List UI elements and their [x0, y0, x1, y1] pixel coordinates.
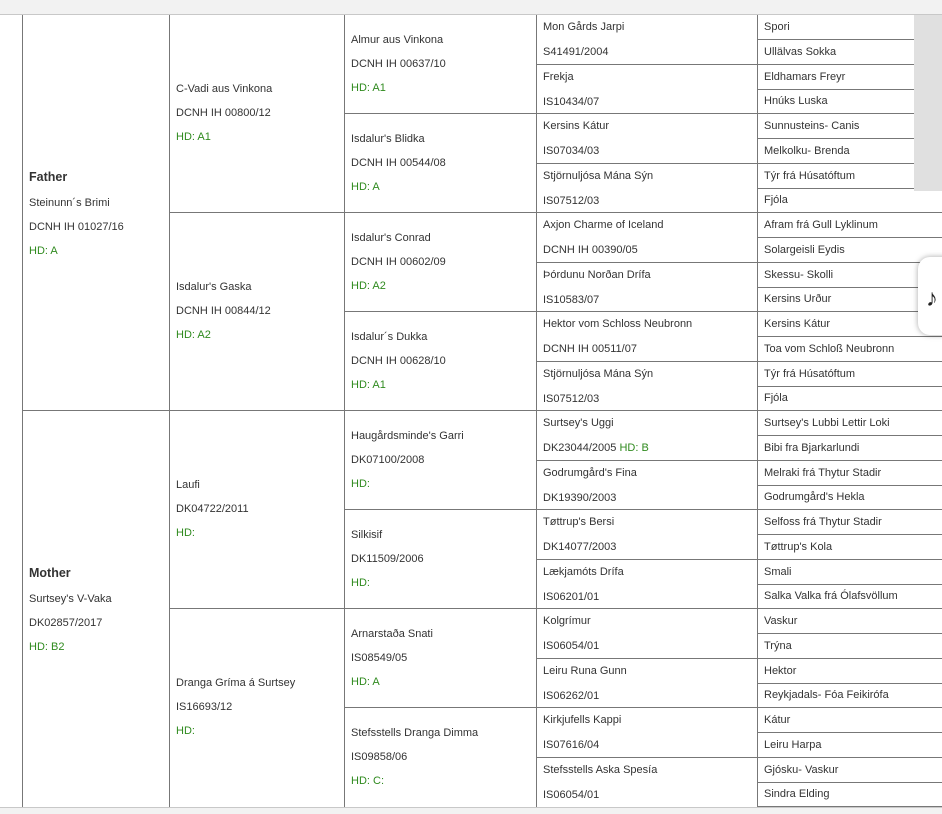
horse-cell[interactable]	[170, 609, 344, 807]
horse-cell[interactable]	[170, 213, 344, 411]
hd-grade: HD: A2	[176, 329, 211, 341]
horse-cell[interactable]	[537, 263, 757, 313]
horse-name[interactable]: Ullälvas Sokka	[764, 45, 837, 58]
horse-name[interactable]: Sunnusteins- Canis	[764, 120, 860, 132]
horse-name[interactable]: Surtsey's V-Vaka	[29, 593, 112, 605]
horse-name[interactable]: Kersins Kátur	[764, 318, 831, 330]
hd-grade: HD: B2	[29, 641, 65, 653]
horse-name[interactable]: Stjörnuljósa Mána Sýn	[543, 367, 654, 380]
horse-cell[interactable]	[345, 15, 536, 114]
horse-cell[interactable]	[170, 411, 344, 609]
horse-cell[interactable]	[170, 15, 344, 213]
horse-name[interactable]: Laufi	[176, 479, 200, 491]
horse-name[interactable]: Fjóla	[764, 392, 788, 405]
horse-name[interactable]: Kátur	[764, 714, 791, 726]
horse-info	[351, 127, 446, 199]
pedigree-table	[0, 14, 942, 808]
horse-name[interactable]: Isdalur's Conrad	[351, 232, 431, 244]
horse-name[interactable]: Surtsey's Uggi	[543, 417, 614, 429]
horse-name[interactable]: Axjon Charme of Iceland	[543, 219, 664, 231]
horse-reg: DCNH IH 00544/08	[351, 157, 446, 169]
horse-info	[351, 226, 446, 298]
horse-cell[interactable]	[345, 114, 536, 213]
horse-cell[interactable]	[537, 659, 757, 709]
mother-cell[interactable]	[23, 411, 169, 807]
horse-name[interactable]: Melkolku- Brenda	[764, 144, 850, 157]
horse-name[interactable]: Kersins Kátur	[543, 120, 610, 132]
horse-info	[351, 622, 433, 694]
horse-reg: IS08549/05	[351, 652, 408, 664]
horse-name[interactable]: Vaskur	[764, 615, 798, 627]
horse-cell[interactable]	[537, 15, 757, 65]
horse-name[interactable]: Toa vom Schloß Neubronn	[764, 342, 895, 355]
music-note-icon: ♪	[926, 285, 938, 312]
horse-cell[interactable]	[537, 461, 757, 511]
horse-name[interactable]: Dranga Gríma á Surtsey	[176, 677, 296, 689]
horse-reg: DCNH IH 00602/09	[351, 256, 446, 268]
horse-info	[351, 721, 478, 793]
hd-grade: HD:	[351, 577, 370, 589]
horse-reg: IS06262/01	[543, 689, 600, 702]
row-divider	[758, 806, 942, 807]
horse-reg: DK23044/2005 HD: B	[543, 442, 649, 454]
horse-cell[interactable]	[345, 708, 536, 807]
horse-name[interactable]: Fjóla	[764, 194, 788, 207]
horse-reg: DK04722/2011	[176, 503, 249, 515]
horse-name[interactable]: Þórdunu Norðan Drífa	[543, 268, 651, 281]
scrollbar-thumb[interactable]	[914, 15, 942, 191]
horse-cell[interactable]	[537, 758, 757, 808]
horse-name[interactable]: Leiru Harpa	[764, 738, 822, 751]
horse-name[interactable]: Týr frá Húsatóftum	[764, 169, 856, 182]
horse-name[interactable]: Isdalur´s Dukka	[351, 331, 428, 343]
horse-name[interactable]: Mon Gårds Jarpi	[543, 21, 625, 33]
horse-name[interactable]: Leiru Runa Gunn	[543, 664, 627, 677]
horse-cell[interactable]	[537, 560, 757, 610]
hd-grade: HD: A1	[351, 379, 386, 391]
horse-name[interactable]: Gjósku- Vaskur	[764, 763, 839, 776]
horse-reg: IS07616/04	[543, 739, 600, 751]
horse-info	[176, 77, 272, 149]
horse-reg: DCNH IH 00800/12	[176, 107, 271, 119]
horse-reg: DCNH IH 00844/12	[176, 305, 271, 317]
horse-reg: DK07100/2008	[351, 454, 425, 466]
music-button[interactable]	[918, 257, 942, 335]
horse-info	[176, 473, 249, 545]
horse-reg: S41491/2004	[543, 46, 609, 58]
horse-name[interactable]: Bibi fra Bjarkarlundi	[764, 441, 860, 454]
horse-name[interactable]: Stjörnuljósa Mána Sýn	[543, 169, 654, 182]
horse-reg: IS06054/01	[543, 788, 600, 801]
horse-reg: IS07512/03	[543, 392, 600, 405]
horse-name[interactable]: Surtsey's Lubbi Lettir Loki	[764, 417, 890, 429]
hd-grade: HD: A1	[351, 82, 386, 94]
horse-name[interactable]: Kolgrímur	[543, 615, 591, 627]
horse-reg: IS07034/03	[543, 145, 600, 157]
horse-cell[interactable]	[345, 213, 536, 312]
horse-name[interactable]: Tøttrup's Kola	[764, 540, 833, 553]
horse-name[interactable]: Silkisif	[351, 529, 383, 541]
horse-name[interactable]: Salka Valka frá Ólafsvöllum	[764, 590, 898, 603]
horse-reg: IS10434/07	[543, 95, 600, 108]
horse-cell[interactable]	[537, 609, 757, 659]
horse-name[interactable]: Steinunn´s Brimi	[29, 197, 110, 209]
hd-grade: HD: B	[619, 442, 649, 454]
horse-name[interactable]: Hektor	[764, 664, 797, 677]
horse-info	[351, 28, 446, 100]
horse-cell[interactable]	[537, 164, 757, 214]
horse-name[interactable]: Smali	[764, 565, 792, 578]
horse-cell[interactable]	[537, 65, 757, 115]
horse-name[interactable]: Tøttrup's Bersi	[543, 516, 615, 528]
horse-cell[interactable]	[345, 312, 536, 411]
horse-name[interactable]: Godrumgård's Fina	[543, 466, 637, 479]
horse-name[interactable]: Melraki frá Thytur Stadir	[764, 466, 882, 479]
horse-cell[interactable]	[537, 708, 757, 758]
hd-grade: HD: A	[351, 676, 380, 688]
horse-name[interactable]: Solargeisli Eydis	[764, 243, 845, 256]
hd-grade: HD:	[176, 527, 195, 539]
hd-grade: HD: C:	[351, 775, 384, 787]
horse-name[interactable]: Reykjadals- Fóa Feikirófa	[764, 689, 889, 702]
horse-name[interactable]: Afram frá Gull Lyklinum	[764, 219, 878, 231]
horse-cell[interactable]	[537, 362, 757, 412]
horse-reg: DK02857/2017	[29, 617, 103, 629]
horse-cell[interactable]	[345, 609, 536, 708]
horse-reg: DK14077/2003	[543, 541, 617, 553]
horse-name[interactable]: Stefsstells Dranga Dimma	[351, 727, 479, 739]
horse-reg: DCNH IH 01027/16	[29, 221, 124, 233]
horse-name[interactable]: Isdalur's Blidka	[351, 133, 425, 145]
horse-name[interactable]: Frekja	[543, 70, 574, 83]
horse-cell[interactable]	[537, 114, 757, 164]
horse-name[interactable]: Spori	[764, 21, 790, 33]
horse-info	[351, 523, 424, 595]
horse-cell[interactable]	[345, 411, 536, 510]
horse-name[interactable]: Godrumgård's Hekla	[764, 491, 865, 504]
horse-cell[interactable]	[537, 213, 757, 263]
horse-cell[interactable]	[537, 312, 757, 362]
horse-name[interactable]: Stefsstells Aska Spesía	[543, 763, 658, 776]
horse-name[interactable]: Eldhamars Freyr	[764, 70, 846, 83]
horse-name[interactable]: Skessu- Skolli	[764, 268, 834, 281]
horse-reg: IS16693/12	[176, 701, 233, 713]
horse-name[interactable]: Almur aus Vinkona	[351, 34, 444, 46]
horse-info	[351, 424, 464, 496]
horse-name[interactable]: Hnúks Luska	[764, 95, 828, 108]
horse-name[interactable]: Sindra Elding	[764, 788, 830, 801]
horse-name[interactable]: Haugårdsminde's Garri	[351, 430, 464, 442]
horse-reg: DK11509/2006	[351, 553, 424, 565]
hd-grade: HD: A	[351, 181, 380, 193]
horse-info	[176, 671, 295, 743]
horse-name[interactable]: Kirkjufells Kappi	[543, 714, 622, 726]
horse-name[interactable]: Trýna	[764, 639, 792, 652]
father-cell[interactable]	[23, 15, 169, 411]
horse-cell[interactable]	[345, 510, 536, 609]
horse-reg: DCNH IH 00637/10	[351, 58, 446, 70]
hd-grade: HD:	[351, 478, 370, 490]
horse-name[interactable]: C-Vadi aus Vinkona	[176, 83, 273, 95]
horse-name[interactable]: Isdalur's Gaska	[176, 281, 252, 293]
horse-info	[351, 325, 446, 397]
horse-name[interactable]: Hektor vom Schloss Neubronn	[543, 318, 693, 330]
horse-cell[interactable]	[537, 411, 757, 461]
hd-grade: HD: A1	[176, 131, 211, 143]
hd-grade: HD:	[176, 725, 195, 737]
horse-reg: DK19390/2003	[543, 491, 617, 504]
horse-reg: IS10583/07	[543, 293, 600, 306]
horse-info	[176, 275, 271, 347]
horse-name[interactable]: Týr frá Húsatóftum	[764, 367, 856, 380]
hd-grade: HD: A2	[351, 280, 386, 292]
horse-name[interactable]: Lækjamóts Drífa	[543, 565, 624, 578]
hd-grade: HD: A	[29, 245, 58, 257]
horse-cell[interactable]	[537, 510, 757, 560]
horse-reg: IS06054/01	[543, 640, 600, 652]
father-label: Father	[29, 170, 68, 184]
horse-name[interactable]: Arnarstaða Snati	[351, 628, 433, 640]
mother-label: Mother	[29, 566, 71, 580]
horse-name[interactable]: Kersins Urður	[764, 293, 832, 306]
horse-reg: IS09858/06	[351, 751, 408, 763]
horse-reg: IS06201/01	[543, 590, 600, 603]
horse-reg: DCNH IH 00628/10	[351, 355, 446, 367]
horse-reg: DCNH IH 00390/05	[543, 244, 638, 256]
horse-reg: IS07512/03	[543, 194, 600, 207]
horse-reg: DCNH IH 00511/07	[543, 343, 637, 355]
horse-name[interactable]: Selfoss frá Thytur Stadir	[764, 516, 882, 528]
